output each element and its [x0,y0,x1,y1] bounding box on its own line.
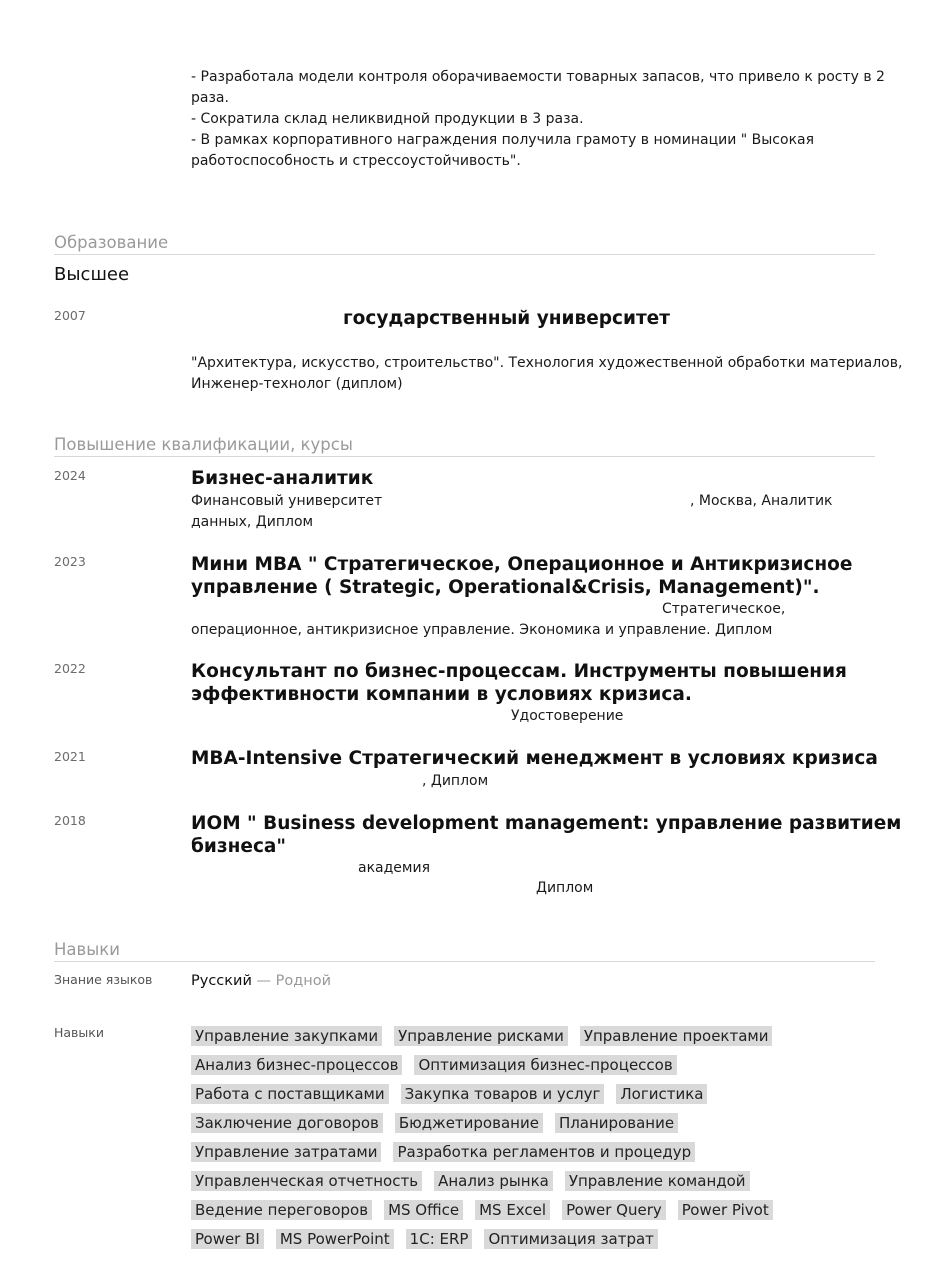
skill-tag: Планирование [555,1113,678,1133]
education-details-line: Инженер-технолог (диплом) [191,376,403,392]
skill-tag-row [191,1079,831,1108]
achievement-line: - В рамках корпоративного награждения получила грамоту в номинации " Высокая [191,132,815,148]
skill-tag: 1C: ERP [406,1229,473,1249]
education-year: 2007 [54,308,86,323]
course-year: 2021 [54,749,86,764]
skill-tag: Оптимизация затрат [484,1229,657,1249]
skill-tag: Управленческая отчетность [191,1171,422,1191]
skill-tag-row [191,1050,831,1079]
achievement-line: - Разработала модели контроля оборачиваемости товарных запасов, что привело к росту в 2 [191,69,885,85]
skills-label: Навыки [54,1025,104,1040]
skill-tag: Бюджетирование [395,1113,543,1133]
course-year: 2022 [54,661,86,676]
courses-section-title: Повышение квалификации, курсы [54,435,875,457]
education-institution: государственный университет [343,308,670,329]
skill-tag: Заключение договоров [191,1113,383,1133]
education-level: Высшее [54,264,130,285]
education-details-line: "Архитектура, искусство, строительство". Технология художественной обработки материалов, [191,355,903,371]
skill-tag: Разработка регламентов и процедур [393,1142,695,1162]
language-entry [191,973,331,989]
skill-tag: Работа с поставщиками [191,1084,389,1104]
skill-tag: Управление затратами [191,1142,381,1162]
skill-tag: Power BI [191,1229,264,1249]
course-meta-line: Стратегическое, [662,601,786,617]
skill-tag: Закупка товаров и услуг [401,1084,605,1104]
skill-tag-row [191,1108,831,1137]
course-meta-line: Удостоверение [511,708,624,724]
skill-tag-row [191,1195,831,1224]
course-meta-line: операционное, антикризисное управление. Экономика и управление. Диплом [191,622,773,638]
skill-tag: Анализ рынка [434,1171,553,1191]
course-title-line: Мини MBA " Стратегическое, Операционное и Антикризисное [191,554,853,575]
achievement-line: работоспособность и стрессоустойчивость". [191,153,521,169]
skill-tag: Управление рисками [394,1026,568,1046]
skill-tag: Управление закупками [191,1026,382,1046]
experience-achievements [191,67,885,172]
achievement-line: - Сократила склад неликвидной продукции в 3 раза. [191,111,584,127]
skill-tag: Ведение переговоров [191,1200,372,1220]
skill-tag-row [191,1021,831,1050]
education-section-title: Образование [54,233,875,255]
skills-section-title: Навыки [54,940,875,962]
achievement-line: раза. [191,90,229,106]
languages-label: Знание языков [54,972,153,987]
course-meta-line: , Диплом [422,773,489,789]
course-title-line: эффективности компании в условиях кризиса. [191,684,692,705]
course-location: , Москва, Аналитик [690,493,833,509]
skill-tag: Управление командой [565,1171,750,1191]
course-year: 2018 [54,813,86,828]
skill-tag: Оптимизация бизнес-процессов [414,1055,676,1075]
skill-tag: Power Pivot [678,1200,773,1220]
language-level: Родной [275,973,332,989]
course-title: Бизнес-аналитик [191,468,374,489]
language-separator: — [251,973,276,989]
skill-tag-row [191,1166,831,1195]
course-title-line: бизнеса" [191,836,287,857]
course-year: 2024 [54,468,86,483]
course-title: MBA-Intensive Стратегический менеджмент в условиях кризиса [191,748,878,769]
course-title-line: управление ( Strategic, Operational&Crisis, Management)". [191,577,820,598]
skill-tag-row [191,1224,831,1253]
skill-tag: Логистика [616,1084,707,1104]
skills-tag-list [191,1021,831,1253]
skill-tag: MS Office [384,1200,463,1220]
skill-tag: Управление проектами [580,1026,773,1046]
skill-tag: Power Query [562,1200,666,1220]
course-title-line: Консультант по бизнес-процессам. Инструменты повышения [191,661,847,682]
skill-tag-row [191,1137,831,1166]
course-provider: Финансовый университет [191,493,383,509]
course-meta-line: Диплом [536,880,594,896]
language-name: Русский [191,973,252,989]
course-meta-line: данных, Диплом [191,514,314,530]
skill-tag: Анализ бизнес-процессов [191,1055,402,1075]
course-year: 2023 [54,554,86,569]
skill-tag: MS PowerPoint [276,1229,394,1249]
skill-tag: MS Excel [475,1200,550,1220]
course-title-line: ИОМ " Business development management: управление развитием [191,813,902,834]
course-meta-line: академия [358,860,430,876]
